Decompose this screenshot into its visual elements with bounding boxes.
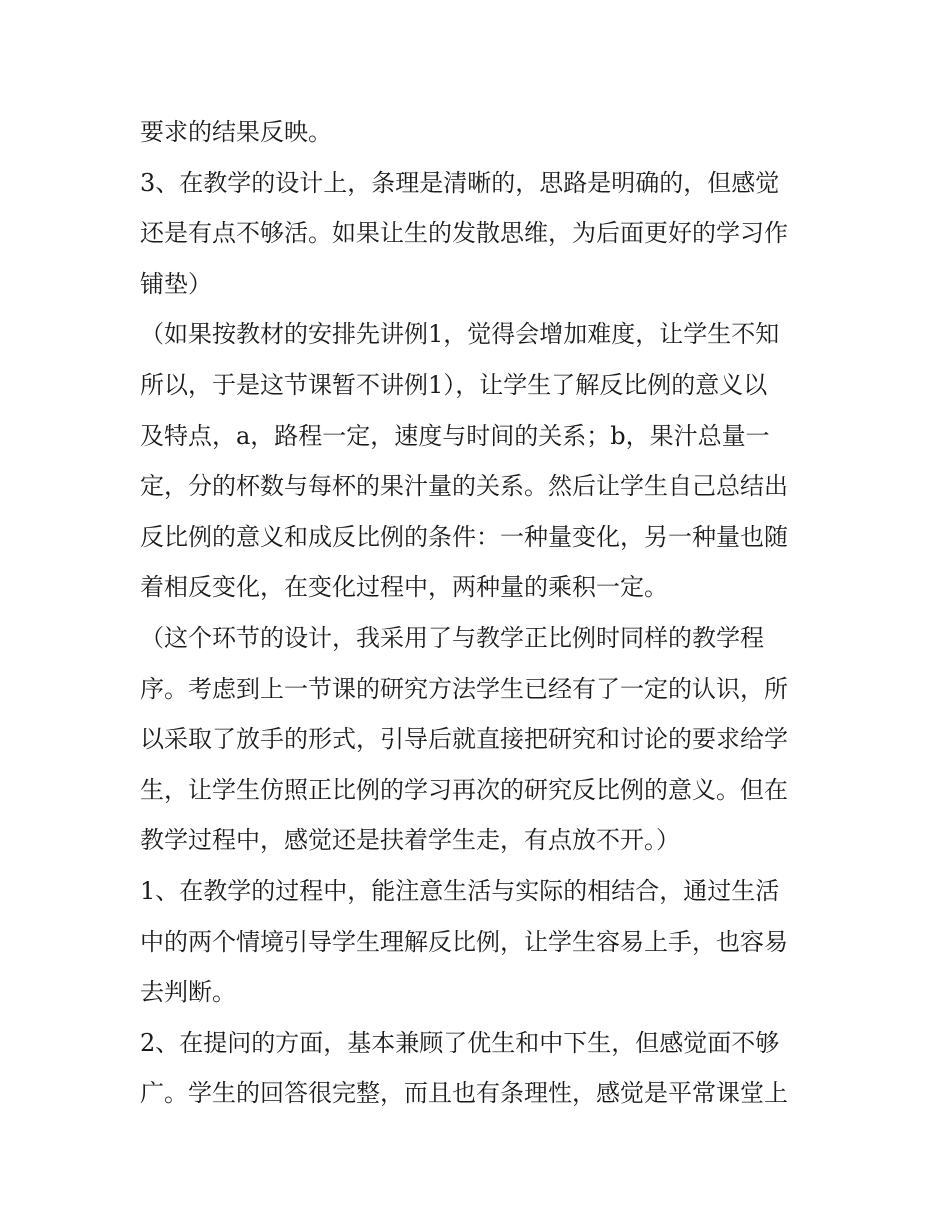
text-line: 序。考虑到上一节课的研究方法学生已经有了一定的认识，所 bbox=[140, 674, 788, 703]
text-line: 所以，于是这节课暂不讲例1），让学生了解反比例的意义以 bbox=[140, 370, 768, 399]
text-line: 以采取了放手的形式，引导后就直接把研究和讨论的要求给学 bbox=[140, 725, 788, 754]
text-line: （这个环节的设计，我采用了与教学正比例时同样的教学程 bbox=[140, 623, 764, 652]
text-line: 去判断。 bbox=[140, 978, 236, 1007]
text-line: 反比例的意义和成反比例的条件：一种量变化，另一种量也随 bbox=[140, 522, 788, 551]
text-line: 生，让学生仿照正比例的学习再次的研究反比例的意义。但在 bbox=[140, 775, 788, 804]
text-line: （如果按教材的安排先讲例1，觉得会增加难度，让学生不知 bbox=[140, 320, 780, 349]
text-line: 教学过程中，感觉还是扶着学生走，有点放不开。） bbox=[140, 826, 680, 855]
text-line: 要求的结果反映。 bbox=[140, 118, 332, 146]
text-line: 2、在提问的方面，基本兼顾了优生和中下生，但感觉面不够 bbox=[140, 1028, 780, 1057]
text-line: 铺垫） bbox=[140, 269, 212, 298]
text-line: 1、在教学的过程中，能注意生活与实际的相结合，通过生活 bbox=[140, 876, 780, 905]
text-line: 及特点，a，路程一定，速度与时间的关系；b，果汁总量一 bbox=[140, 421, 770, 450]
document-text-body bbox=[140, 107, 820, 1119]
text-line: 3、在教学的设计上，条理是清晰的，思路是明确的，但感觉 bbox=[140, 168, 780, 197]
text-line: 还是有点不够活。如果让生的发散思维，为后面更好的学习作 bbox=[140, 219, 788, 248]
text-line: 着相反变化，在变化过程中，两种量的乘积一定。 bbox=[140, 573, 668, 602]
text-line: 中的两个情境引导学生理解反比例，让学生容易上手，也容易 bbox=[140, 927, 788, 956]
text-line: 定，分的杯数与每杯的果汁量的关系。然后让学生自己总结出 bbox=[140, 472, 788, 501]
text-line: 广。学生的回答很完整，而且也有条理性，感觉是平常课堂上 bbox=[140, 1079, 788, 1108]
